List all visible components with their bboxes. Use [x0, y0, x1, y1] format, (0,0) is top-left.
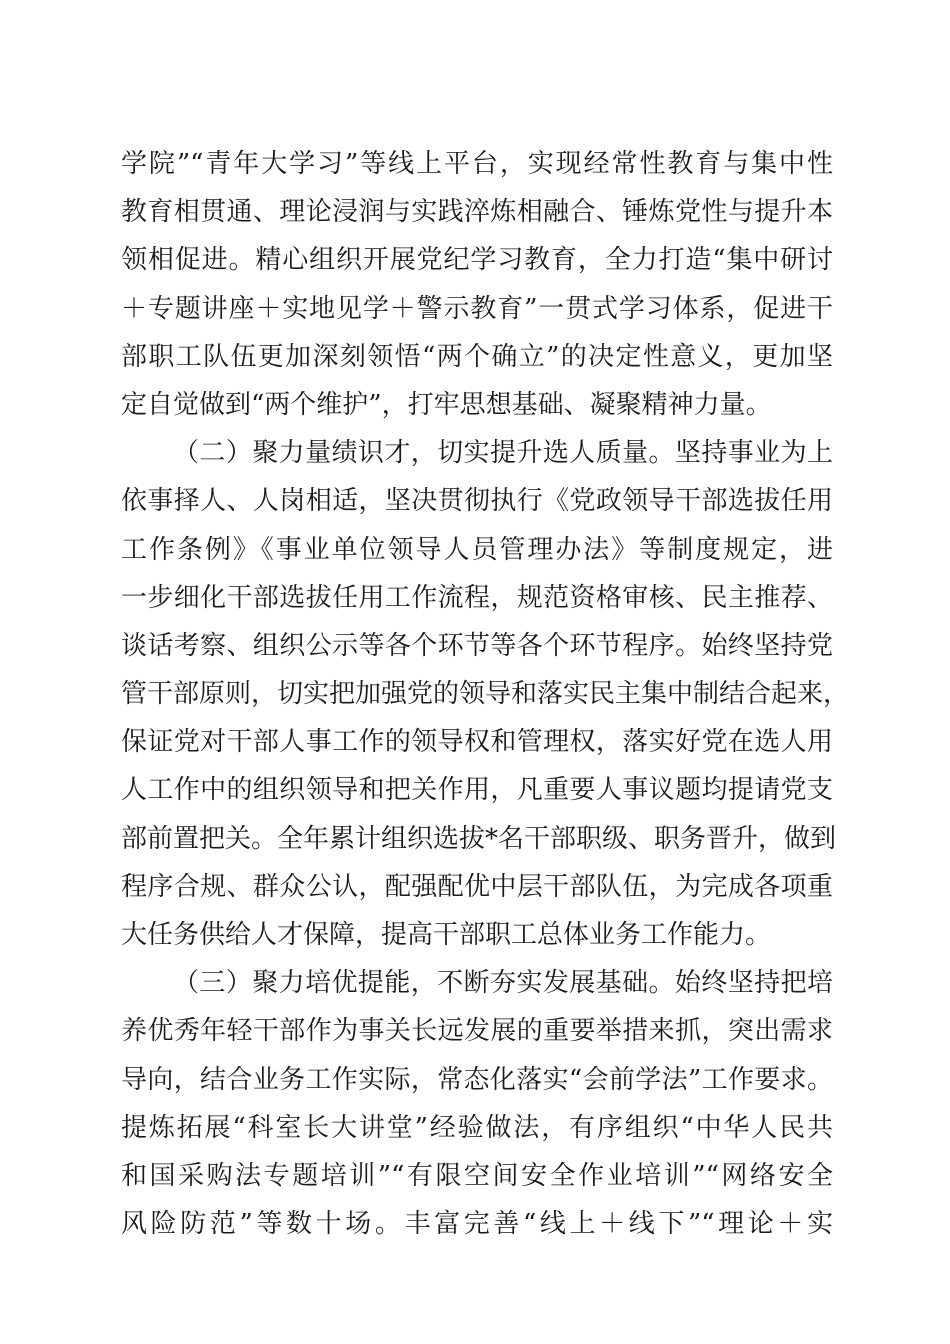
text-line: 定自觉做到“两个维护”，打牢思想基础、凝聚精神力量。 — [121, 389, 772, 420]
text-line: 一步细化干部选拔任用工作流程，规范资格审核、民主推荐、 — [121, 582, 833, 613]
text-line: 部职工队伍更加深刻领悟“两个确立”的决定性意义，更加坚 — [121, 341, 833, 372]
body-text — [121, 140, 850, 1248]
text-line: 程序合规、群众公认，配强配优中层干部队伍，为完成各项重 — [121, 871, 833, 902]
text-line: 教育相贯通、理论浸润与实践淬炼相融合、锤炼党性与提升本 — [121, 197, 833, 228]
text-line: ＋专题讲座＋实地见学＋警示教育”一贯式学习体系，促进干 — [121, 293, 833, 324]
section-heading-line: （三）聚力培优提能，不断夯实发展基础。始终坚持把培 — [173, 968, 833, 999]
text-line: 学院”“青年大学习”等线上平台，实现经常性教育与集中性 — [121, 149, 833, 179]
text-line: 人工作中的组织领导和把关作用，凡重要人事议题均提请党支 — [121, 775, 833, 806]
text-line: 导向，结合业务工作实际，常态化落实“会前学法”工作要求。 — [121, 1064, 833, 1095]
text-line: 提炼拓展“科室长大讲堂”经验做法，有序组织“中华人民共 — [121, 1112, 833, 1143]
text-line: 风险防范”等数十场。丰富完善“线上＋线下”“理论＋实 — [121, 1209, 833, 1240]
text-line: 和国采购法专题培训”“有限空间安全作业培训”“网络安全 — [121, 1160, 833, 1191]
text-line: 养优秀年轻干部作为事关长远发展的重要举措来抓，突出需求 — [121, 1016, 833, 1047]
text-line: 谈话考察、组织公示等各个环节等各个环节程序。始终坚持党 — [121, 630, 833, 661]
text-line: 部前置把关。全年累计组织选拔*名干部职级、职务晋升，做到 — [121, 823, 837, 854]
text-line: 管干部原则，切实把加强党的领导和落实民主集中制结合起来， — [121, 679, 850, 710]
text-line: 领相促进。精心组织开展党纪学习教育，全力打造“集中研讨 — [121, 245, 833, 276]
text-line: 工作条例》《事业单位领导人员管理办法》等制度规定，进 — [121, 534, 833, 565]
text-line: 大任务供给人才保障，提高干部职工总体业务工作能力。 — [121, 920, 772, 950]
text-line: 保证党对干部人事工作的领导权和管理权，落实好党在选人用 — [121, 727, 833, 758]
text-line: 依事择人、人岗相适，坚决贯彻执行《党政领导干部选拔任用 — [121, 486, 833, 517]
section-heading-line: （二）聚力量绩识才，切实提升选人质量。坚持事业为上 — [173, 438, 833, 469]
